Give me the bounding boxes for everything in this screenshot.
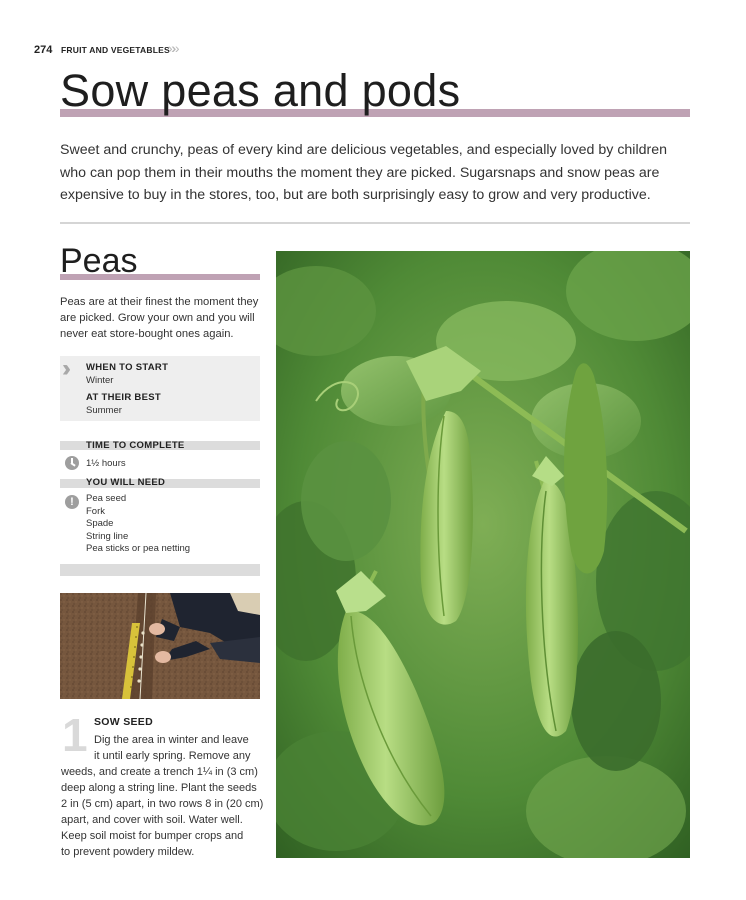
- materials-list: [86, 493, 190, 556]
- pea-pods-photo: [276, 251, 690, 858]
- step-text-line: it until early spring. Remove any: [94, 750, 251, 762]
- step-title: SOW SEED: [94, 716, 153, 728]
- divider: [60, 222, 690, 224]
- step-number: 1: [62, 709, 88, 761]
- exclamation-icon: !: [65, 495, 79, 509]
- peas-description: Peas are at their finest the moment they are picked. Grow your own and you will never eat store-bought ones again.: [60, 296, 259, 340]
- page-title: Sow peas and pods: [60, 65, 461, 116]
- peas-heading: Peas: [60, 242, 138, 280]
- double-chevron-icon: ››: [62, 355, 64, 382]
- time-to-complete-label: TIME TO COMPLETE: [86, 440, 185, 451]
- step-text-line: Dig the area in winter and leave: [94, 734, 249, 746]
- list-item: Pea seed: [86, 493, 127, 504]
- list-item: String line: [86, 530, 129, 542]
- step-text-line: Keep soil moist for bumper crops and: [61, 830, 244, 842]
- step-text-line: weeds, and create a trench 1¼ in (3 cm): [61, 766, 258, 778]
- sowing-seeds-photo: [60, 593, 260, 699]
- chevron-right-icon: »»: [168, 40, 176, 56]
- step-text-line: 2 in (5 cm) apart, in two rows 8 in (20 cm): [61, 798, 264, 810]
- list-item: Spade: [86, 518, 114, 530]
- intro-paragraph: Sweet and crunchy, peas of every kind are delicious vegetables, and especially loved by children who can pop them in their mouths the moment they are picked. Sugarsnaps and snow peas are expensive to buy in the stores, too, but are both surprisingly easy to grow and very productive.: [60, 142, 667, 203]
- clock-icon: [65, 456, 79, 470]
- at-their-best-value: Summer: [86, 405, 122, 416]
- box-bottom-band: [60, 564, 260, 576]
- list-item: Fork: [86, 505, 105, 517]
- at-their-best-label: AT THEIR BEST: [86, 392, 161, 403]
- when-to-start-label: WHEN TO START: [86, 362, 169, 373]
- step-text-line: deep along a string line. Plant the seeds: [61, 782, 257, 794]
- section-name: FRUIT AND VEGETABLES: [61, 45, 170, 55]
- you-will-need-label: YOU WILL NEED: [86, 477, 166, 488]
- step-text-line: to prevent powdery mildew.: [61, 846, 195, 858]
- page-number: 274: [34, 44, 53, 56]
- time-to-complete-value: 1½ hours: [86, 458, 126, 469]
- when-to-start-value: Winter: [86, 375, 114, 386]
- list-item: Pea sticks or pea netting: [86, 543, 191, 555]
- step-text-line: apart, and cover with soil. Water well.: [61, 814, 243, 826]
